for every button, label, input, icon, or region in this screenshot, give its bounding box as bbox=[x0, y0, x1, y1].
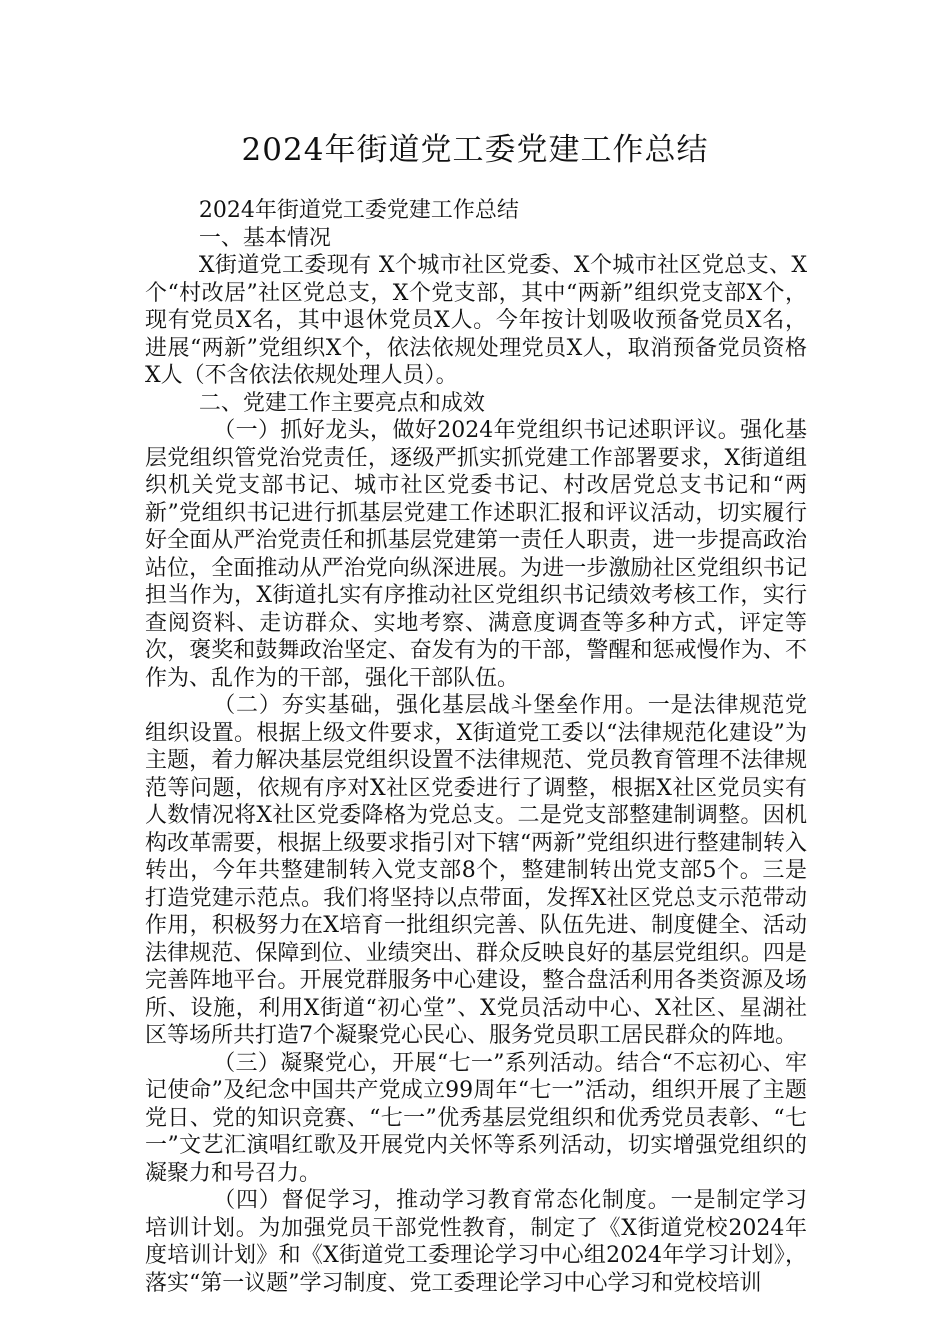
paragraph-item-1: （一）抓好龙头，做好2024年党组织书记述职评议。强化基层党组织管党治党责任，逐级严抓实抓党建工作部署要求，X街道组织机关党支部书记、城市社区党委书记、村改居党总支书记和“两新”党组织书记进行抓基层党建工作述职汇报和评议活动，切实履行好全面从严治党责任和抓基层党建第一责任人职责，进一步提高政治站位，全面推动从严治党向纵深进展。为进一步激励社区党组织书记担当作为，X街道扎实有序推动社区党组织书记绩效考核工作，实行查阅资料、走访群众、实地考察、满意度调查等多种方式，评定等次，褒奖和鼓舞政治坚定、奋发有为的干部，警醒和惩戒慢作为、不作为、乱作为的干部，强化干部队伍。 bbox=[145, 418, 807, 691]
paragraph-item-2: （二）夯实基础，强化基层战斗堡垒作用。一是法律规范党组织设置。根据上级文件要求，X街道党工委以“法律规范化建设”为主题，着力解决基层党组织设置不法律规范、党员教育管理不法律规范等问题，依规有序对X社区党委进行了调整，根据X社区党员实有人数情况将X社区党委降格为党总支。二是党支部整建制调整。因机构改革需要，根据上级要求指引对下辖“两新”党组织进行整建制转入转出，今年共整建制转入党支部8个，整建制转出党支部5个。三是打造党建示范点。我们将坚持以点带面，发挥X社区党总支示范带动作用，积极努力在X培育一批组织完善、队伍先进、制度健全、活动法律规范、保障到位、业绩突出、群众反映良好的基层党组织。四是完善阵地平台。开展党群服务中心建设，整合盘活利用各类资源及场所、设施，利用X街道“初心堂”、X党员活动中心、X社区、星湖社区等场所共打造7个凝聚党心民心、服务党员职工居民群众的阵地。 bbox=[145, 693, 807, 1048]
paragraph-item-3: （三）凝聚党心，开展“七一”系列活动。结合“不忘初心、牢记使命”及纪念中国共产党成立99周年“七一”活动，组织开展了主题党日、党的知识竞赛、“七一”优秀基层党组织和优秀党员表彰、“七一”文艺汇演唱红歌及开展党内关怀等系列活动，切实增强党组织的凝聚力和号召力。 bbox=[145, 1050, 807, 1186]
paragraph-basic-situation: X街道党工委现有 X个城市社区党委、X个城市社区党总支、X个“村改居”社区党总支，X个党支部，其中“两新”组织党支部X个，现有党员X名，其中退休党员X人。今年按计划吸收预备党员X名，进展“两新”党组织X个，依法依规处理党员X人，取消预备党员资格X人（不含依法依规处理人员）。 bbox=[145, 253, 807, 388]
section-heading-highlights: 二、党建工作主要亮点和成效 bbox=[198, 390, 485, 416]
section-heading-basic: 一、基本情况 bbox=[198, 225, 331, 251]
document-body bbox=[145, 197, 807, 1297]
paragraph-item-4: （四）督促学习，推动学习教育常态化制度。一是制定学习培训计划。为加强党员干部党性教育，制定了《X街道党校2024年度培训计划》和《X街道党工委理论学习中心组2024年学习计划》，落实“第一议题”学习制度、党工委理论学习中心学习和党校培训 bbox=[145, 1188, 807, 1296]
document-title: 2024年街道党工委党建工作总结 bbox=[241, 132, 709, 168]
subtitle-paragraph: 2024年街道党工委党建工作总结 bbox=[198, 198, 519, 223]
